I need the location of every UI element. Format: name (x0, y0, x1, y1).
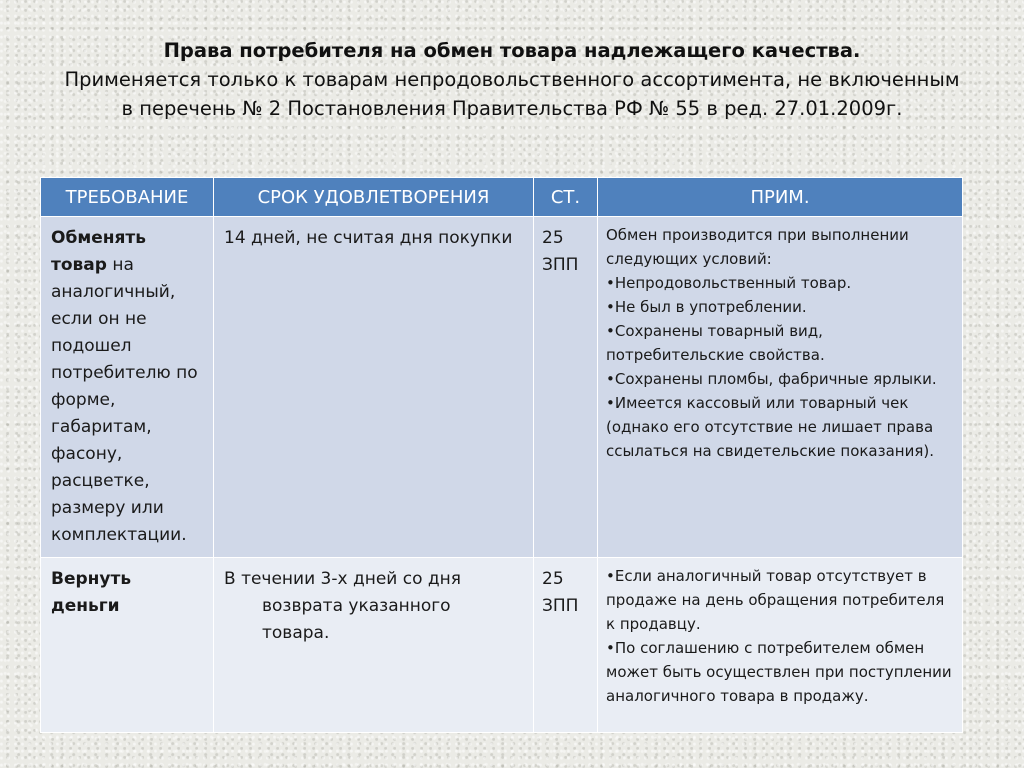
note-item: • Сохранены пломбы, фабричные ярлыки. (606, 367, 954, 391)
cell-note (598, 558, 963, 733)
header-note: ПРИМ. (598, 178, 963, 217)
header-requirement: ТРЕБОВАНИЕ (41, 178, 214, 217)
cell-requirement (41, 558, 214, 733)
slide-title (60, 36, 964, 123)
table-header-row (41, 178, 963, 217)
cell-article: 25 ЗПП (534, 217, 598, 558)
cell-term (214, 558, 534, 733)
cell-article: 25 ЗПП (534, 558, 598, 733)
requirement-bold: Вернуть деньги (51, 569, 132, 616)
title-heading: Права потребителя на обмен товара надлежащего качества. (163, 39, 861, 62)
rights-table-container (40, 177, 962, 733)
note-intro: Обмен производится при выполнении следующих условий: (606, 226, 909, 268)
table-row (41, 558, 963, 733)
cell-term (214, 217, 534, 558)
term-text: В течении 3-х дней со дня возврата указанного товара. (224, 569, 461, 643)
cell-note (598, 217, 963, 558)
requirement-text: на аналогичный, если он не подошел потребителю по форме, габаритам, фасону, расцветке, размеру или комплектации. (51, 255, 198, 545)
note-item: • По соглашению с потребителем обмен может быть осуществлен при поступлении аналогичного товара в продажу. (606, 636, 954, 708)
note-item: • Не был в употреблении. (606, 295, 954, 319)
note-item: • Непродовольственный товар. (606, 271, 954, 295)
term-text: 14 дней, не считая дня покупки (224, 228, 513, 248)
title-subtext: Применяется только к товарам непродовольственного ассортимента, не включенным в перечень № 2 Постановления Правительства РФ № 55 в ред. 27.01.2009г. (64, 68, 960, 120)
note-item: • Если аналогичный товар отсутствует в продаже на день обращения потребителя к продавцу. (606, 564, 954, 636)
requirement-bold: Обменять товар (51, 228, 147, 275)
note-item: • Сохранены товарный вид, потребительские свойства. (606, 319, 954, 367)
note-item: • Имеется кассовый или товарный чек (однако его отсутствие не лишает права ссылаться на свидетельские показания). (606, 391, 954, 463)
cell-requirement (41, 217, 214, 558)
rights-table (40, 177, 963, 733)
header-article: СТ. (534, 178, 598, 217)
table-row (41, 217, 963, 558)
header-term: СРОК УДОВЛЕТВОРЕНИЯ (214, 178, 534, 217)
